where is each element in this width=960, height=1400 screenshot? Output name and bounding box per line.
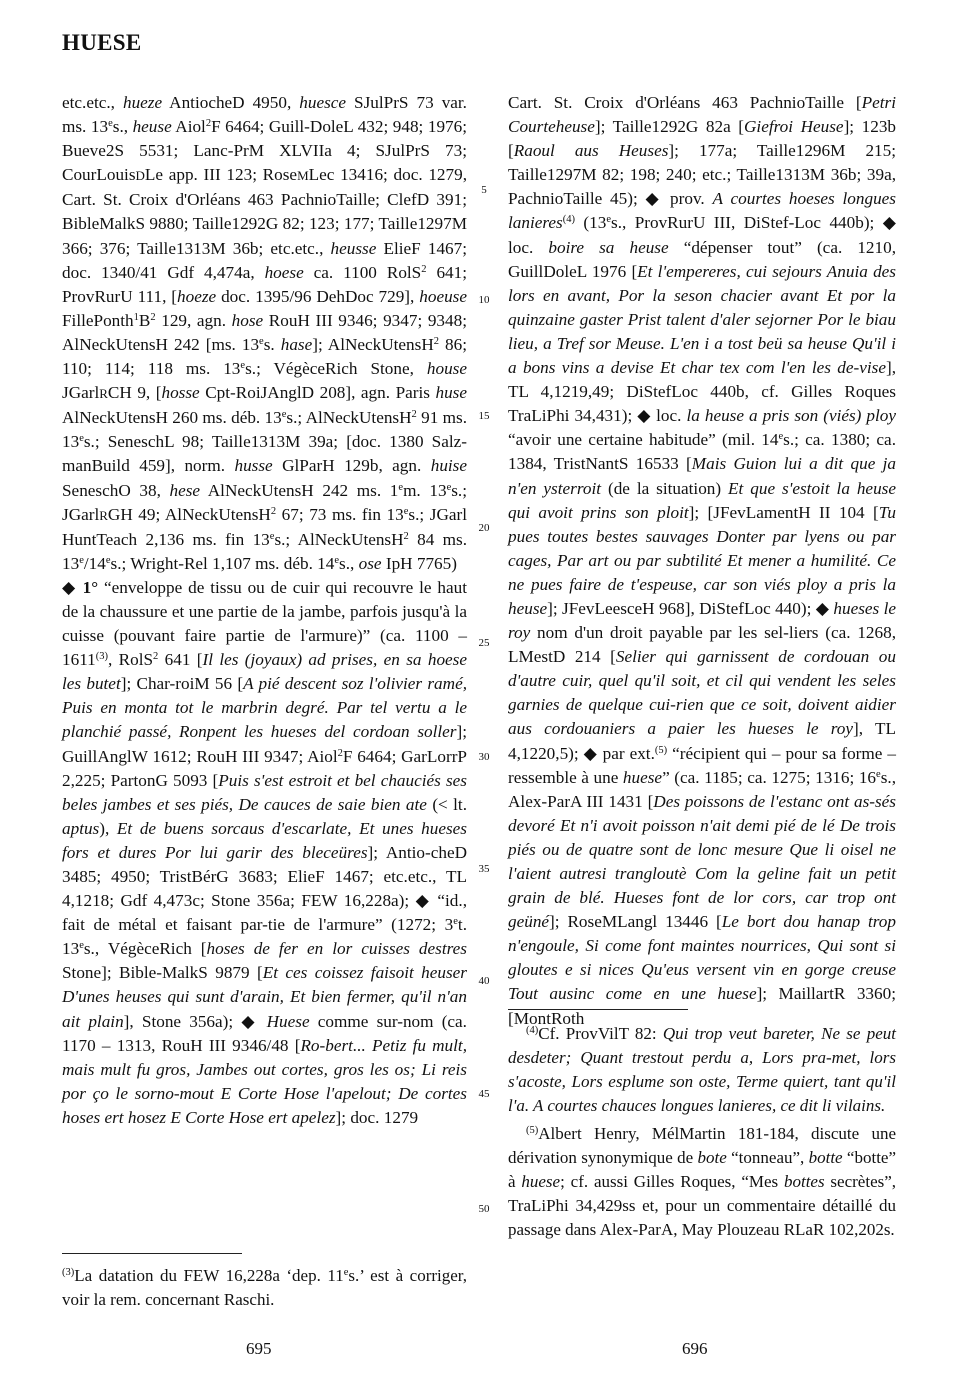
- line-number: 50: [478, 1203, 490, 1215]
- line-number: 45: [478, 1088, 490, 1100]
- footnotes-right: [508, 1022, 896, 1242]
- line-number: 15: [478, 410, 490, 422]
- line-number-gutter: [470, 0, 498, 1400]
- page-number-right: 696: [682, 1339, 708, 1358]
- line-number: 10: [478, 294, 490, 306]
- line-number: 40: [478, 975, 490, 987]
- line-number: 30: [478, 751, 490, 763]
- line-number: 35: [478, 863, 490, 875]
- footnote-5: $^{(5)}$Albert Henry, MélMartin 181-184, discute une dérivation synonymique de bote “tonneau”, botte “botte” à huese; cf. aussi Gilles Roques, “Mes bottes secrètes”, TraLiPhi 34,429ss et, pour un commentaire détaillé du passage dans Alex-ParA, May Plouzeau RLaR 102,202s.: [508, 1124, 897, 1239]
- right-column-text: Cart. St. Croix d'Orléans 463 PachnioTaille [Petri Courteheuse]; Taille1292G 82a [Giefroi Heuse]; 123b [Raoul aus Heuses]; 177a; Taille1296M 215; Taille1297M 82; 198; 240; etc.; Taille1313M 36b; 39a, PachnioTaille 45); ◆ prov. A courtes hoeses longues lanieres$^{(4)}$ (13es., ProvRurU III, DiStef-Loc 440b); ◆ loc. boire sa heuse “dépenser tout” (ca. 1210, GuillDoleL 1976 [Et l'empereres, cui sejours Anuia des lors en avant, Por la seson chacier avant Et por la quinzaine gaster Prist talent d'aler sejorner Por le biau lieu, a Tref sor Meuse. L'en i a tost beü sa heuse Qu'il i a bons vins a devise Et char tex com l'en les de-vise], TL 4,1219,49; DiStefLoc 440b, cf. Gilles Roques TraLiPhi 34,431); ◆ loc. la heuse a pris son (viés) ploy “avoir une certaine habitude” (mil. 14es.; ca. 1380; ca. 1384, TristNantS 16533 [Mais Guion lui a dit que ja n'en ysterroit (de la situation) Et que s'estoit la heuse qui avoit prins son ploit]; [JFevLamentH II 104 [Tu pues toutes bestes sauvages Donter par lyens ou par cages, Par art ou par subtilité Et mener a humilité. Ce ne pues faire de t'espeuse, car son viés ploy a pris la heuse]; JFevLeesceH 968], DiStefLoc 440); ◆ hueses le roy nom d'un droit payable par les sel-liers (ca. 1268, LMestD 214 [Selier qui garnissent de cordouan ou d'autre cuir, quel qu'il soit, et cil qui vendent les seles garnies de quelque cui-rien que ce soit, doivent aidier aus cordouaniers a paier les hueses le roy], TL 4,1220,5); ◆ par ext.$^{(5)}$ “récipient qui – pour sa forme – ressemble à une huese” (ca. 1185; ca. 1275; 1316; 16es., Alex-ParA III 1431 [Des poissons de l'estanc ont as-sés devoré Et n'i avoit poisson n'ait demi pié de lé De trois piés ou de quatre sont de lonc mesure Que li oisel ne l'aient autresi trangloutè Com la geline fait un petit grain de blé. Hueses font de lor cors, car trop ont geüné]; RoseMLangl 13446 [Le bort dou hanap trop n'engoule, Si come font maintes nourrices, Qui sont si gloutes e si nices Qu'eus versent vin en gorge creuse Tout ausinc come en une huese]; MaillartR 3360; [MontRoth: [508, 93, 897, 1028]
- footnote-rule-left: [62, 1253, 242, 1254]
- left-column-text: etc.etc., hueze AntiocheD 4950, huesce SJulPrS 73 var. ms. 13es., heuse Aiol$^2$F 6464; Guill-DoleL 432; 948; 1976; Bueve2S 5531; Lanc-PrM XLVIIa 4; SJulPrS 73; CourLouisDLe app. III 123; RoseMLec 13416; doc. 1279, Cart. St. Croix d'Orléans 463 PachnioTaille; ClefD 391; BibleMalkS 9880; Taille1292G 82; 123; 177; Taille1297M 366; 376; Taille1313M 36b; etc.etc., heusse ElieF 1467; doc. 1340/41 Gdf 4,474a, hoese ca. 1100 RolS$^2$ 641; ProvRurU 111, [hoeze doc. 1395/96 DehDoc 729], hoeuse $FillePonth^1B^2$ 129, agn. hose RouH III 9346; 9347; 9348; AlNeckUtensH 242 [ms. 13es. hase]; AlNeckUtensH$^2$ 86; 110; 114; 118 ms. 13es.; VégèceRich Stone, house JGarlRCH 9, [hosse Cpt-RoiJAnglD 208], agn. Paris huse AlNeckUtensH 260 ms. déb. 13es.; AlNeckUtensH$^2$ 91 ms. 13es.; SeneschL 98; Taille1313M 39a; [doc. 1380 Salz-manBuild 459], norm. husse GlParH 129b, agn. huise SeneschO 38, hese AlNeckUtensH 242 ms. 1em. 13es.; JGarlRGH 49; AlNeckUtensH$^2$ 67; 73 ms. fin 13es.; JGarl HuntTeach 2,136 ms. fin 13es.; AlNeckUtensH$^2$ 84 ms. 13e/14es.; Wright-Rel 1,107 ms. déb. 14es., ose IpH 7765) ◆ 1° “enveloppe de tissu ou de cuir qui recouvre le haut de la chaussure et une partie de la jambe, parfois jusqu'à la cuisse (pouvant faire partie de l'armure)” (ca. 1100 – 1611$^{(3)}$, RolS$^2$ 641 [Il les (joyaux) ad prises, en sa hoese les butet]; Char-roiM 56 [A pié descent soz l'olivier ramé, Puis en monta tot le marbrin degré. Par tel vertu a le planchié passé, Ronpent les hueses del cordoan soller]; GuillAnglW 1612; RouH III 9347; Aiol$^2$F 6464; GarLorrP 2,225; PartonG 5093 [Puis s'est estroit et bel chauciés ses beles jambes et ses piés, De cauces de saie bien ate (< lt. aptus), Et de buens sorcaus d'escarlate, Et unes hueses fors et dures Por lui garir des bleceüres]; Antio-cheD 3485; 4950; TristBérG 3683; ElieF 1467; etc.etc., TL 4,1218; Gdf 4,473c; Stone 356a; FEW 16,228a); ◆ “id., fait de métal et faisant par-tie de l'armure” (1272; 3et. 13es., VégèceRich [hoses de fer en lor cuisses destres Stone]; Bible-MalkS 9879 [Et ces coissez faisoit heuser D'unes heuses qui sunt d'arain, Et bien fermer, qu'il n'an ait plain], Stone 356a); ◆ Huese comme sur-nom (ca. 1170 – 1313, RouH III 9346/48 [Ro-bert... Petiz fu mult, mais mult fu gros, Jambes out cortes, gros les os; Li reis por ço le sorno-mout E Corte Hose l'apelout; De cortes hoses ert hosez E Corte Hose ert apelez]; doc. 1279: [62, 93, 468, 1127]
- line-number: 25: [478, 637, 490, 649]
- footnote-4: $^{(4)}$Cf. ProvVilT 82: Qui trop veut bareter, Ne se peut desdeter; Quant trestout perdu a, Lors pra-met, lors s'acoste, Lors esplume son oste, Terme quiert, tant qu'il l'a. A courtes chauces longues lanieres, ce dit li vilains.: [508, 1024, 896, 1115]
- line-number: 20: [478, 522, 490, 534]
- page-number-left: 695: [246, 1339, 272, 1358]
- left-column: [62, 91, 467, 1130]
- running-headword: HUESE: [62, 30, 142, 55]
- right-column: [508, 91, 896, 1031]
- footnote-rule-right: [508, 1009, 688, 1010]
- line-number: 5: [481, 184, 487, 196]
- footnote-3: $^{(3)}$La datation du FEW 16,228a ‘dep. 11es.’ est à corriger, voir la rem. concernant Raschi.: [62, 1266, 468, 1309]
